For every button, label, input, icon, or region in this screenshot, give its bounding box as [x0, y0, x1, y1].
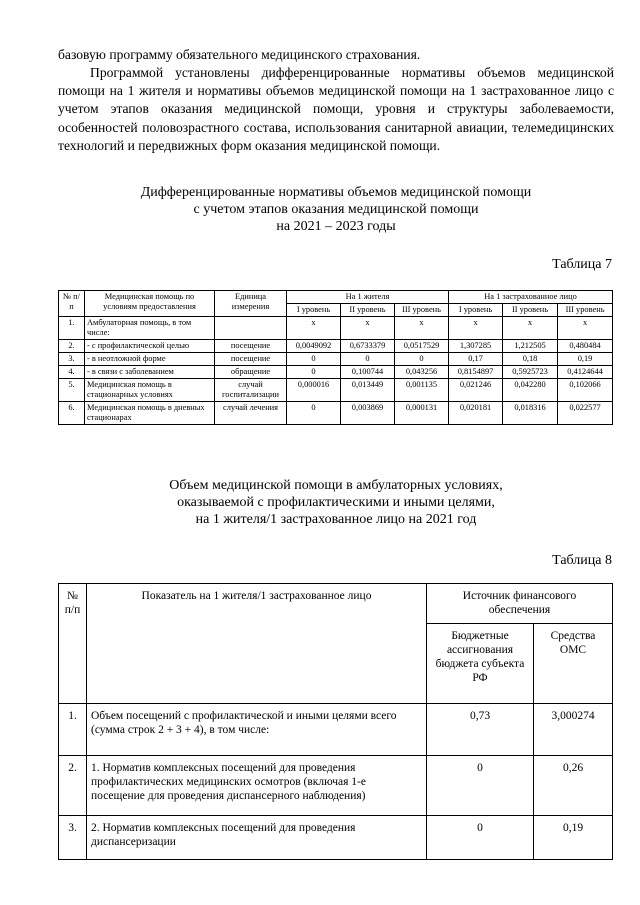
- table8-label: Таблица 8: [552, 553, 612, 568]
- t7-cell-value: 0,5925723: [503, 366, 558, 379]
- t7-header-level: II уровень: [341, 304, 395, 317]
- t7-cell-value: 0,042280: [503, 379, 558, 402]
- table-row: [59, 366, 613, 379]
- table-row: [59, 816, 613, 860]
- t7-cell-value: х: [503, 317, 558, 340]
- t7-cell-unit: случай лечения: [215, 402, 287, 425]
- t7-cell-num: 1.: [59, 317, 85, 340]
- table8: [58, 583, 613, 860]
- t7-cell-name: Медицинская помощь в стационарных условиях: [85, 379, 215, 402]
- table7-title-line: Дифференцированные нормативы объемов медицинской помощи: [140, 185, 532, 200]
- t7-cell-unit: [215, 317, 287, 340]
- t7-cell-value: 0,0049092: [287, 340, 341, 353]
- t7-cell-value: 0: [395, 353, 449, 366]
- t7-cell-value: 0: [287, 353, 341, 366]
- t7-cell-value: 0,17: [449, 353, 503, 366]
- table-row: [59, 340, 613, 353]
- intro-line: базовую программу обязательного медицинского страхования.: [58, 47, 421, 62]
- t7-cell-num: 2.: [59, 340, 85, 353]
- t7-cell-value: х: [341, 317, 395, 340]
- t7-cell-value: 0,018316: [503, 402, 558, 425]
- table7: [58, 290, 613, 425]
- t7-cell-value: 0,013449: [341, 379, 395, 402]
- t7-cell-unit: посещение: [215, 340, 287, 353]
- t7-cell-value: 0,6733379: [341, 340, 395, 353]
- t8-cell-num: 1.: [59, 704, 87, 756]
- t8-header-source: Источник финансового обеспечения: [427, 584, 613, 624]
- t7-cell-value: 1,307285: [449, 340, 503, 353]
- intro-paragraph: Программой установлены дифференцированные нормативы объемов медицинской помощи на 1 жителя и нормативы объемов медицинской помощи на 1 застрахованное лицо с учетом этапов оказания медицинской помощи, уровня и структуры заболеваемости, особенностей половозрастного состава, использования санитарной авиации, телемедицинских технологий и передвижных форм оказания медицинской помощи.: [58, 65, 614, 153]
- t8-cell-num: 2.: [59, 756, 87, 816]
- t8-cell-oms: 0,26: [534, 756, 613, 816]
- t7-header-level: I уровень: [449, 304, 503, 317]
- t8-cell-num: 3.: [59, 816, 87, 860]
- t7-cell-unit: посещение: [215, 353, 287, 366]
- t7-cell-num: 4.: [59, 366, 85, 379]
- t7-header-per-resident: На 1 жителя: [287, 291, 449, 304]
- t7-cell-value: 0,8154897: [449, 366, 503, 379]
- table-row: [59, 756, 613, 816]
- t8-cell-budget: 0: [427, 756, 534, 816]
- t7-cell-value: 0,043256: [395, 366, 449, 379]
- t8-cell-budget: 0: [427, 816, 534, 860]
- t7-cell-unit: случай госпитализации: [215, 379, 287, 402]
- table-row: [59, 353, 613, 366]
- t7-cell-num: 3.: [59, 353, 85, 366]
- t8-header-budget: Бюджетные ассигнования бюджета субъекта РФ: [427, 624, 534, 704]
- table7-title-line: с учетом этапов оказания медицинской помощи: [193, 202, 479, 217]
- table7-label: Таблица 7: [552, 257, 612, 272]
- t7-cell-value: 0: [341, 353, 395, 366]
- t7-cell-value: 0,000131: [395, 402, 449, 425]
- t7-cell-unit: обращение: [215, 366, 287, 379]
- t7-cell-value: 0,102066: [558, 379, 613, 402]
- t7-cell-name: - в неотложной форме: [85, 353, 215, 366]
- t7-cell-value: 0,0517529: [395, 340, 449, 353]
- t7-cell-value: 0: [287, 366, 341, 379]
- t8-header-num: № п/п: [59, 584, 87, 704]
- t7-cell-value: 1,212505: [503, 340, 558, 353]
- t7-header-care: Медицинская помощь по условиям предоставления: [85, 291, 215, 317]
- t7-header-per-insured: На 1 застрахованное лицо: [449, 291, 613, 304]
- t8-cell-name: Объем посещений с профилактической и иными целями всего (сумма строк 2 + 3 + 4), в том числе:: [87, 704, 427, 756]
- t8-cell-name: 2. Норматив комплексных посещений для проведения диспансеризации: [87, 816, 427, 860]
- table8-title: [58, 477, 614, 528]
- table8-title-line: на 1 жителя/1 застрахованное лицо на 2021 год: [195, 512, 477, 527]
- table7-title: [58, 184, 614, 235]
- t7-cell-value: х: [287, 317, 341, 340]
- t7-header-num: № п/п: [59, 291, 85, 317]
- t7-cell-value: 0,4124644: [558, 366, 613, 379]
- t7-cell-value: 0,003869: [341, 402, 395, 425]
- t7-cell-num: 6.: [59, 402, 85, 425]
- t7-cell-name: Амбулаторная помощь, в том числе:: [85, 317, 215, 340]
- t8-header-oms: Средства ОМС: [534, 624, 613, 704]
- t7-header-level: III уровень: [395, 304, 449, 317]
- t7-header-level: I уровень: [287, 304, 341, 317]
- t7-cell-value: 0,000016: [287, 379, 341, 402]
- t7-cell-value: х: [395, 317, 449, 340]
- table7-title-line: на 2021 – 2023 годы: [276, 219, 396, 234]
- t8-cell-name: 1. Норматив комплексных посещений для проведения профилактических медицинских осмотров (включая 1-е посещение для проведения диспансерного наблюдения): [87, 756, 427, 816]
- t7-header-level: III уровень: [558, 304, 613, 317]
- t7-cell-value: 0,19: [558, 353, 613, 366]
- t8-cell-oms: 0,19: [534, 816, 613, 860]
- table8-title-line: оказываемой с профилактическими и иными целями,: [177, 495, 495, 510]
- t7-cell-value: 0,18: [503, 353, 558, 366]
- t7-cell-value: 0,480484: [558, 340, 613, 353]
- t7-cell-name: Медицинская помощь в дневных стационарах: [85, 402, 215, 425]
- t7-cell-name: - в связи с заболеванием: [85, 366, 215, 379]
- table8-title-line: Объем медицинской помощи в амбулаторных условиях,: [169, 478, 503, 493]
- t8-cell-budget: 0,73: [427, 704, 534, 756]
- t7-cell-name: - с профилактической целью: [85, 340, 215, 353]
- t7-header-unit: Единица измерения: [215, 291, 287, 317]
- t7-cell-value: 0,100744: [341, 366, 395, 379]
- t7-cell-value: х: [558, 317, 613, 340]
- t7-cell-value: 0,022577: [558, 402, 613, 425]
- t7-cell-value: 0: [287, 402, 341, 425]
- table-row: [59, 402, 613, 425]
- t7-cell-value: 0,020181: [449, 402, 503, 425]
- t8-cell-oms: 3,000274: [534, 704, 613, 756]
- table-row: [59, 379, 613, 402]
- t7-cell-num: 5.: [59, 379, 85, 402]
- table-row: [59, 704, 613, 756]
- table-row: [59, 317, 613, 340]
- t8-header-indicator: Показатель на 1 жителя/1 застрахованное лицо: [87, 584, 427, 704]
- t7-cell-value: 0,001135: [395, 379, 449, 402]
- t7-cell-value: 0,021246: [449, 379, 503, 402]
- t7-cell-value: х: [449, 317, 503, 340]
- t7-header-level: II уровень: [503, 304, 558, 317]
